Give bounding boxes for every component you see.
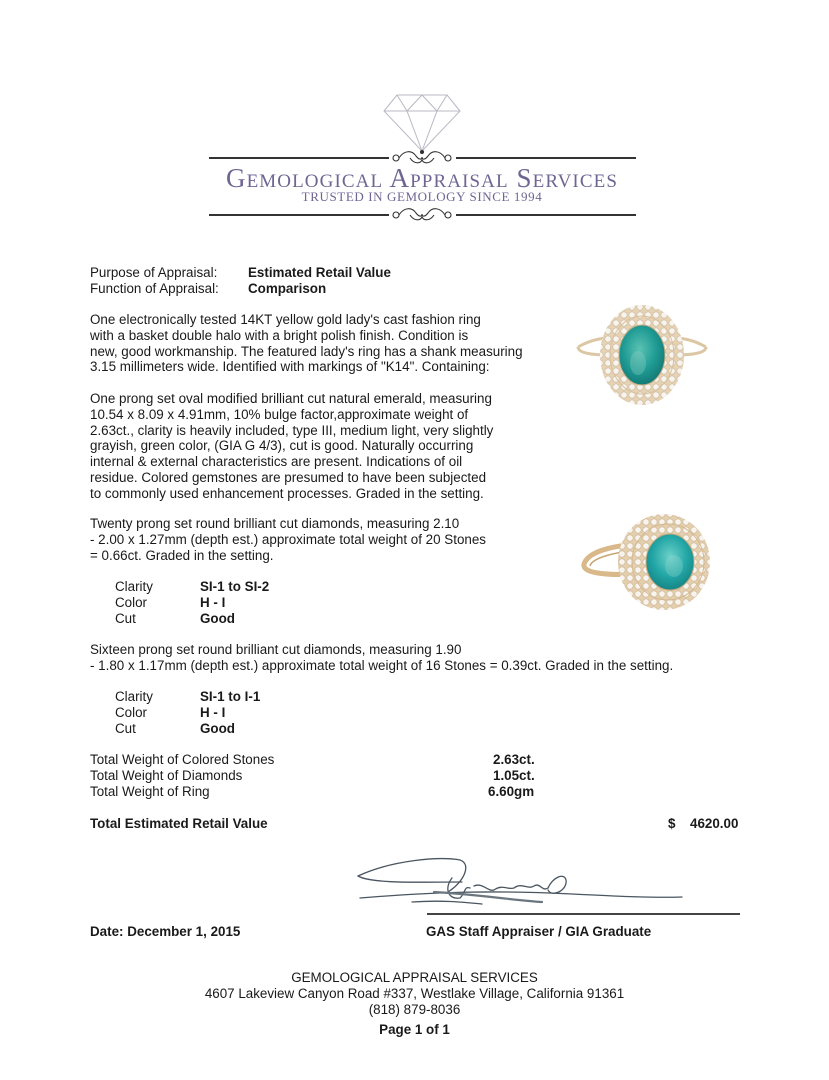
total-ring-weight-value: 6.60gm: [488, 784, 535, 799]
total-colored-stones-label: Total Weight of Colored Stones: [90, 752, 275, 767]
total-diamonds-value: 1.05ct.: [493, 768, 535, 783]
total-colored-stones-value: 2.63ct.: [493, 752, 535, 767]
grade-label-clarity: Clarity: [115, 689, 153, 704]
page-indicator: Page 1 of 1: [379, 1022, 450, 1038]
text-line: to commonly used enhancement processes. Graded in the setting.: [90, 485, 484, 501]
purpose-value: Estimated Retail Value: [248, 265, 391, 280]
header-rule-top-right: [456, 157, 636, 159]
function-value: Comparison: [248, 281, 327, 296]
header-rule-bottom-right: [456, 214, 636, 216]
grade-label-cut: Cut: [115, 611, 136, 626]
scroll-ornament-icon: [390, 205, 454, 225]
grade-label-color: Color: [115, 595, 147, 610]
appraisal-date: Date: December 1, 2015: [90, 924, 241, 939]
text-line: One electronically tested 14KT yellow gold lady's cast fashion ring: [90, 312, 481, 327]
footer: [0, 970, 829, 1038]
text-line: = 0.66ct. Graded in the setting.: [90, 547, 274, 563]
text-line: new, good workmanship. The featured lady's ring has a shank measuring: [90, 343, 523, 359]
diamonds-group2-description: [90, 642, 673, 674]
retail-value-label: Total Estimated Retail Value: [90, 816, 268, 831]
text-line: One prong set oval modified brilliant cut natural emerald, measuring: [90, 391, 492, 406]
diamond-icon: [383, 93, 461, 153]
grade-label-color: Color: [115, 705, 147, 720]
header-rule-bottom-left: [209, 214, 389, 216]
text-line: Twenty prong set round brilliant cut diamonds, measuring 2.10: [90, 516, 460, 531]
company-tagline: TRUSTED IN GEMOLOGY SINCE 1994: [301, 189, 543, 204]
signer-title: GAS Staff Appraiser / GIA Graduate: [426, 924, 652, 939]
footer-phone: (818) 879-8036: [368, 1001, 461, 1017]
appraiser-signature: [352, 852, 692, 914]
text-line: - 2.00 x 1.27mm (depth est.) approximate total weight of 20 Stones: [90, 531, 486, 547]
grade-label-cut: Cut: [115, 721, 136, 736]
text-line: - 1.80 x 1.17mm (depth est.) approximate total weight of 16 Stones = 0.39ct. Graded in the setting.: [90, 657, 674, 673]
header-rule-top-left: [209, 157, 389, 159]
text-line: 3.15 millimeters wide. Identified with markings of "K14". Containing:: [90, 359, 490, 375]
grade-value-color: H - I: [200, 705, 226, 720]
function-label: Function of Appraisal:: [90, 281, 219, 296]
emerald-description: [90, 391, 493, 502]
text-line: internal & external characteristics are present. Indications of oil: [90, 454, 463, 470]
purpose-label: Purpose of Appraisal:: [90, 265, 218, 280]
grade-value-color: H - I: [200, 595, 226, 610]
diamonds-group1-description: [90, 516, 486, 563]
signature-line: [427, 913, 740, 915]
text-line: with a basket double halo with a bright polish finish. Condition is: [90, 327, 469, 343]
company-logo-title: Gemological Appraisal Services: [225, 163, 619, 193]
text-line: Sixteen prong set round brilliant cut diamonds, measuring 1.90: [90, 642, 462, 657]
retail-value-amount: 4620.00: [690, 816, 739, 831]
total-diamonds-label: Total Weight of Diamonds: [90, 768, 243, 783]
currency-symbol: $: [668, 816, 676, 831]
text-line: residue. Colored gemstones are presumed to have been subjected: [90, 469, 487, 485]
footer-address: 4607 Lakeview Canyon Road #337, Westlake Village, California 91361: [204, 985, 625, 1001]
text-line: 10.54 x 8.09 x 4.91mm, 10% bulge factor,approximate weight of: [90, 406, 469, 422]
grade-value-cut: Good: [200, 721, 235, 736]
grade-label-clarity: Clarity: [115, 579, 153, 594]
ring-side-view-image: [570, 510, 716, 614]
ring-description: [90, 312, 523, 375]
grade-value-clarity: SI-1 to I-1: [200, 689, 261, 704]
total-ring-weight-label: Total Weight of Ring: [90, 784, 210, 799]
footer-company: GEMOLOGICAL APPRAISAL SERVICES: [291, 970, 538, 985]
text-line: 2.63ct., clarity is heavily included, type III, medium light, very slightly: [90, 422, 494, 438]
ring-top-view-image: [572, 303, 712, 411]
grade-value-cut: Good: [200, 611, 235, 626]
text-line: grayish, green color, (GIA G 4/3), cut is good. Naturally occurring: [90, 438, 474, 454]
grade-value-clarity: SI-1 to SI-2: [200, 579, 270, 594]
